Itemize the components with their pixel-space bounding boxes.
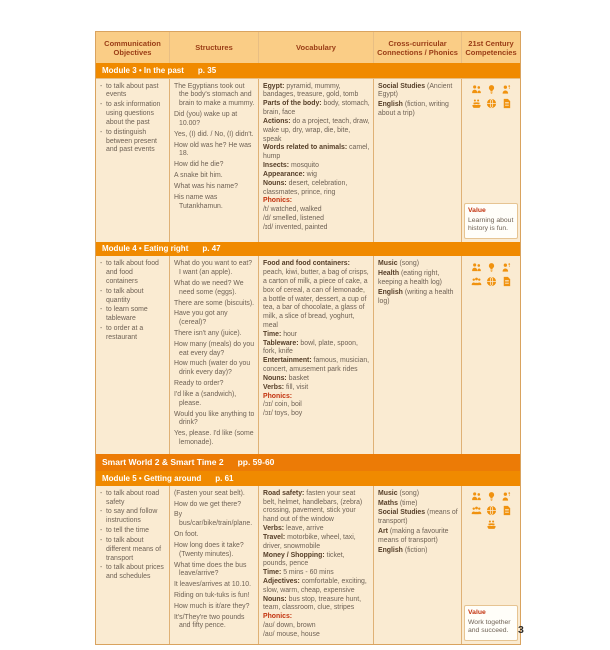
vocab-entry (263, 631, 370, 640)
literacy-icon (500, 98, 513, 110)
connection-entry (378, 101, 458, 119)
literacy-icon (500, 275, 513, 287)
vocab-entry (263, 197, 370, 206)
structure-line: I'd like a (sandwich), please. (174, 390, 237, 407)
vocab-category-label: Nouns: (263, 595, 287, 603)
vocab-entry (263, 490, 370, 525)
structures-cell (169, 486, 258, 644)
structure-line: What do we need? We need some (eggs). (174, 279, 244, 296)
vocab-entry (263, 144, 370, 162)
curriculum-table (95, 31, 521, 645)
objectives-cell (96, 486, 169, 644)
vocab-category-label: Nouns: (263, 374, 287, 382)
vocab-words: 5 mins - 60 mins (283, 569, 334, 577)
vocab-entry (263, 622, 370, 631)
objective-item: - to talk about past events (100, 83, 166, 101)
subject-label: Social Studies (378, 509, 426, 517)
vocab-category-label: Appearance: (263, 170, 305, 178)
global-awareness-icon (485, 275, 498, 287)
vocab-category-label: Parts of the body: (263, 100, 322, 108)
critical-thinking-icon (500, 491, 513, 503)
module-page-ref: p. 47 (202, 244, 221, 254)
connection-entry (378, 490, 458, 499)
page-number: 3 (518, 624, 524, 636)
vocab-category-label: Insects: (263, 162, 290, 170)
subject-detail: (Ancient Egypt) (378, 82, 453, 99)
value-box (464, 203, 518, 238)
vocab-entry (263, 534, 370, 552)
vocab-words: /ɔɪ/ toys, boy (263, 410, 303, 418)
vocab-category-label: Actions: (263, 117, 291, 125)
vocab-entry (263, 215, 370, 224)
connection-entry (378, 260, 458, 269)
creativity-icon (485, 261, 498, 273)
objectives-cell (96, 79, 169, 242)
vocab-words: fill, visit (286, 383, 309, 391)
structure-line: By bus/car/bike/train/plane. (174, 511, 253, 528)
subject-detail: (eating right, keeping a health log) (378, 270, 442, 286)
vocab-words: /ɪd/ invented, painted (263, 223, 328, 231)
vocab-words: wig (306, 170, 318, 178)
global-awareness-icon (485, 98, 498, 110)
vocab-entry (263, 552, 370, 570)
competency-icons (467, 261, 515, 287)
vocab-words: famous, musician, concert, amusement park rides (263, 357, 370, 374)
vocab-words: camel, hump (263, 144, 370, 161)
connection-entry (378, 547, 458, 556)
vocab-words: ticket, pounds, pence (263, 551, 345, 568)
structure-line: His name was Tutankhamun. (174, 193, 223, 210)
vocab-category-label: Travel: (263, 533, 286, 541)
structure-line: On foot. (174, 531, 199, 539)
vocab-words: /ɔɪ/ coin, boil (263, 401, 302, 409)
subject-detail: (fiction, writing about a trip) (378, 101, 449, 118)
connection-entry (378, 289, 458, 307)
vocab-entry (263, 100, 370, 118)
subject-detail: (time) (399, 499, 418, 507)
vocab-category-label: Verbs: (263, 383, 285, 391)
subject-label: English (378, 101, 403, 109)
objective-item: - to order at a restaurant (100, 325, 166, 343)
vocab-entry (263, 613, 370, 622)
structure-line: Ready to order? (174, 380, 224, 388)
creativity-icon (485, 84, 498, 96)
structure-line: Yes, (I) did. / No, (I) didn't. (174, 130, 254, 138)
structure-line: How old was he? He was 18. (174, 141, 252, 158)
vocab-entry (263, 171, 370, 180)
vocabulary-cell (258, 256, 373, 454)
subject-label: Social Studies (378, 82, 426, 90)
vocab-words: do a project, teach, draw, wake up, dry, wrap, die, bite, speak (263, 117, 370, 143)
connection-entry (378, 528, 458, 546)
vocab-category-label: Food and food containers: (263, 260, 350, 268)
subject-label: English (378, 546, 403, 554)
vocab-words: peach, kiwi, butter, a bag of crisps, a carton of milk, a piece of cake, a box of cereal, a can of lemonade, a bottle of water, dessert, a cup of tea, a bar of chocolate, a glass of milk, a slice of bread, yoghurt, meal (263, 269, 369, 329)
vocab-words: hour (283, 330, 297, 338)
value-text: Work together and succeed. (468, 618, 511, 635)
competencies-cell (461, 79, 520, 242)
structure-line: How many (meals) do you eat every day? (174, 340, 255, 357)
vocab-category-label: Time: (263, 569, 282, 577)
vocab-words: desert, celebration, classmates, prince, ring (263, 179, 348, 196)
structure-line: There isn't any (juice). (174, 329, 242, 337)
structure-line: It leaves/arrives at 10.10. (174, 581, 251, 589)
module-4-band (96, 242, 520, 257)
vocab-category-label: Nouns: (263, 179, 287, 187)
subject-detail: (making a favourite means of transport) (378, 528, 449, 544)
subject-detail: (song) (399, 260, 419, 268)
vocab-category-label: Phonics: (263, 613, 293, 621)
module-3-band (96, 63, 520, 78)
objective-item: - to ask information using questions about the past (100, 101, 166, 127)
connections-cell (373, 79, 461, 242)
vocab-entry (263, 393, 370, 402)
vocab-entry (263, 596, 370, 614)
subject-label: Art (378, 528, 388, 536)
objective-item: - to talk about prices and schedules (100, 564, 166, 582)
structure-line: A snake bit him. (174, 172, 223, 180)
vocab-entry (263, 569, 370, 578)
vocab-entry (263, 375, 370, 384)
vocab-entry (263, 340, 370, 358)
vocab-words: /aʊ/ down, brown (263, 622, 316, 630)
column-header-communication-objectives: Communication Objectives (104, 38, 161, 57)
module-title: Module 3 • In the past (102, 65, 184, 75)
vocab-entry (263, 525, 370, 534)
literacy-icon (500, 505, 513, 517)
vocab-words: motorbike, wheel, taxi, driver, snowmobile (263, 533, 356, 550)
smart-world-band (96, 454, 520, 471)
connection-entry (378, 509, 458, 527)
structure-line: Would you like anything to drink? (174, 410, 255, 427)
subject-label: Maths (378, 499, 398, 507)
column-header-21st-century: 21st Century Competencies (461, 32, 520, 63)
structures-cell (169, 79, 258, 242)
column-header-structures: Structures (169, 32, 258, 63)
vocab-category-label: Tableware: (263, 339, 299, 347)
module-5-content-row (96, 486, 520, 644)
subject-detail: (writing a health log) (378, 288, 454, 305)
module-page-ref: p. 35 (197, 65, 217, 75)
vocab-category-label: Words related to animals: (263, 144, 348, 152)
table-header-row (96, 32, 520, 63)
connections-cell (373, 256, 461, 454)
subject-detail: (song) (399, 489, 419, 497)
vocab-category-label: Adjectives: (263, 577, 300, 585)
vocab-category-label: Money / Shopping: (263, 551, 325, 559)
vocab-words: /aʊ/ mouse, house (263, 630, 320, 638)
objectives-cell (96, 256, 169, 454)
vocab-entry (263, 224, 370, 233)
value-label: Value (468, 207, 486, 215)
objective-item: - to distinguish between present and past events (100, 129, 166, 155)
structure-line: Did (you) wake up at 10.00? (174, 111, 238, 127)
smart-world-title: Smart World 2 & Smart Time 2 (102, 457, 224, 468)
objective-item: - to talk about different means of transport (100, 537, 166, 563)
vocab-entry (263, 83, 370, 101)
vocab-entry (263, 162, 370, 171)
vocabulary-cell (258, 79, 373, 242)
vocab-category-label: Phonics: (263, 197, 293, 205)
column-header-cross-curricular: Cross-curricular Connections / Phonics (373, 32, 461, 63)
vocab-words: bowl, plate, spoon, fork, knife (263, 339, 358, 356)
vocab-category-label: Egypt: (263, 82, 285, 90)
module-3-content-row (96, 78, 520, 242)
connection-entry (378, 500, 458, 509)
subject-label: English (378, 288, 403, 296)
critical-thinking-icon (500, 84, 513, 96)
value-box (464, 605, 518, 640)
vocab-category-label: Road safety: (263, 489, 305, 497)
structure-line: The Egyptians took out the body's stomach and brain to make a mummy. (174, 82, 255, 108)
collaboration-icon (470, 491, 483, 503)
objective-item: - to talk about quantity (100, 288, 166, 306)
subject-label: Health (378, 270, 400, 278)
structure-line: How long does it take? (Twenty minutes). (174, 541, 244, 558)
social-responsibility-icon (485, 519, 498, 531)
vocab-words: comfortable, exciting, slow, warm, cheap, expensive (263, 577, 367, 594)
module-page-ref: p. 61 (215, 473, 234, 483)
creativity-icon (485, 491, 498, 503)
structure-line: What time does the bus leave/arrive? (174, 561, 247, 578)
global-awareness-icon (485, 505, 498, 517)
vocab-words: body, stomach, brain, face (263, 100, 370, 117)
competencies-cell (461, 486, 520, 644)
connection-entry (378, 83, 458, 101)
structure-line: (Fasten your seat belt). (174, 489, 245, 497)
vocab-words: /t/ watched, walked (263, 206, 322, 214)
module-title: Module 5 • Getting around (102, 473, 202, 483)
subject-label: Music (378, 489, 398, 497)
citizenship-icon (470, 275, 483, 287)
vocab-entry (263, 206, 370, 215)
vocab-entry (263, 357, 370, 375)
vocab-words: leave, arrive (286, 525, 324, 533)
competency-icons (467, 84, 515, 110)
vocab-words: /d/ smelled, listened (263, 215, 324, 223)
collaboration-icon (470, 261, 483, 273)
structure-line: Yes, please. I'd like (some lemonade). (174, 430, 254, 447)
module-5-band (96, 471, 520, 486)
structure-line: How do we get there? (174, 500, 242, 508)
vocab-entry (263, 260, 370, 331)
structure-line: There are some (biscuits). (174, 299, 255, 307)
module-title: Module 4 • Eating right (102, 244, 189, 254)
module-4-content-row (96, 256, 520, 454)
structure-line: Riding on tuk-tuks is fun! (174, 591, 250, 599)
vocab-words: pyramid, mummy, bandages, treasure, gold, tomb (263, 82, 359, 99)
subject-detail: (fiction) (404, 546, 428, 554)
vocab-category-label: Time: (263, 330, 282, 338)
vocab-words: mosquito (290, 162, 319, 170)
vocab-entry (263, 578, 370, 596)
structure-line: Have you got any (cereal)? (174, 310, 228, 327)
vocab-category-label: Phonics: (263, 392, 293, 400)
subject-detail: (means of transport) (378, 509, 458, 526)
smart-world-page-ref: pp. 59-60 (237, 457, 275, 468)
value-label: Value (468, 609, 486, 617)
structure-line: It's/They're two pounds and fifty pence. (174, 613, 245, 630)
structure-line: What was his name? (174, 182, 238, 190)
objective-item: - to talk about food and food containers (100, 260, 166, 286)
social-responsibility-icon (470, 98, 483, 110)
vocab-entry (263, 401, 370, 410)
vocab-words: bus stop, treasure hunt, team, classroom, clue, stripes (263, 595, 362, 612)
vocab-entry (263, 331, 370, 340)
connections-cell (373, 486, 461, 644)
competencies-cell (461, 256, 520, 454)
objective-item: - to talk about road safety (100, 490, 166, 508)
structure-line: What do you want to eat? I want (an apple). (174, 260, 253, 277)
connection-entry (378, 270, 458, 288)
critical-thinking-icon (500, 261, 513, 273)
objective-item: - to tell the time (100, 527, 166, 536)
structure-line: How much (water do you drink every day)? (174, 360, 251, 377)
competency-icons (467, 491, 515, 531)
subject-label: Music (378, 260, 398, 268)
objective-item: - to say and follow instructions (100, 508, 166, 526)
structures-cell (169, 256, 258, 454)
vocab-words: basket (288, 374, 309, 382)
vocab-entry (263, 410, 370, 419)
citizenship-icon (470, 505, 483, 517)
vocab-words: fasten your seat belt, helmet, handlebars, (zebra) crossing, pavement, stick your hand out of the window (263, 489, 363, 524)
vocab-category-label: Verbs: (263, 525, 285, 533)
structure-line: How did he die? (174, 161, 224, 169)
vocab-entry (263, 118, 370, 144)
objective-item: - to learn some tableware (100, 306, 166, 324)
column-header-vocabulary: Vocabulary (258, 32, 373, 63)
collaboration-icon (470, 84, 483, 96)
vocab-entry (263, 384, 370, 393)
structure-line: How much is it/are they? (174, 602, 250, 610)
vocabulary-cell (258, 486, 373, 644)
vocab-category-label: Entertainment: (263, 357, 312, 365)
vocab-entry (263, 180, 370, 198)
value-text: Learning about history is fun. (468, 216, 514, 233)
